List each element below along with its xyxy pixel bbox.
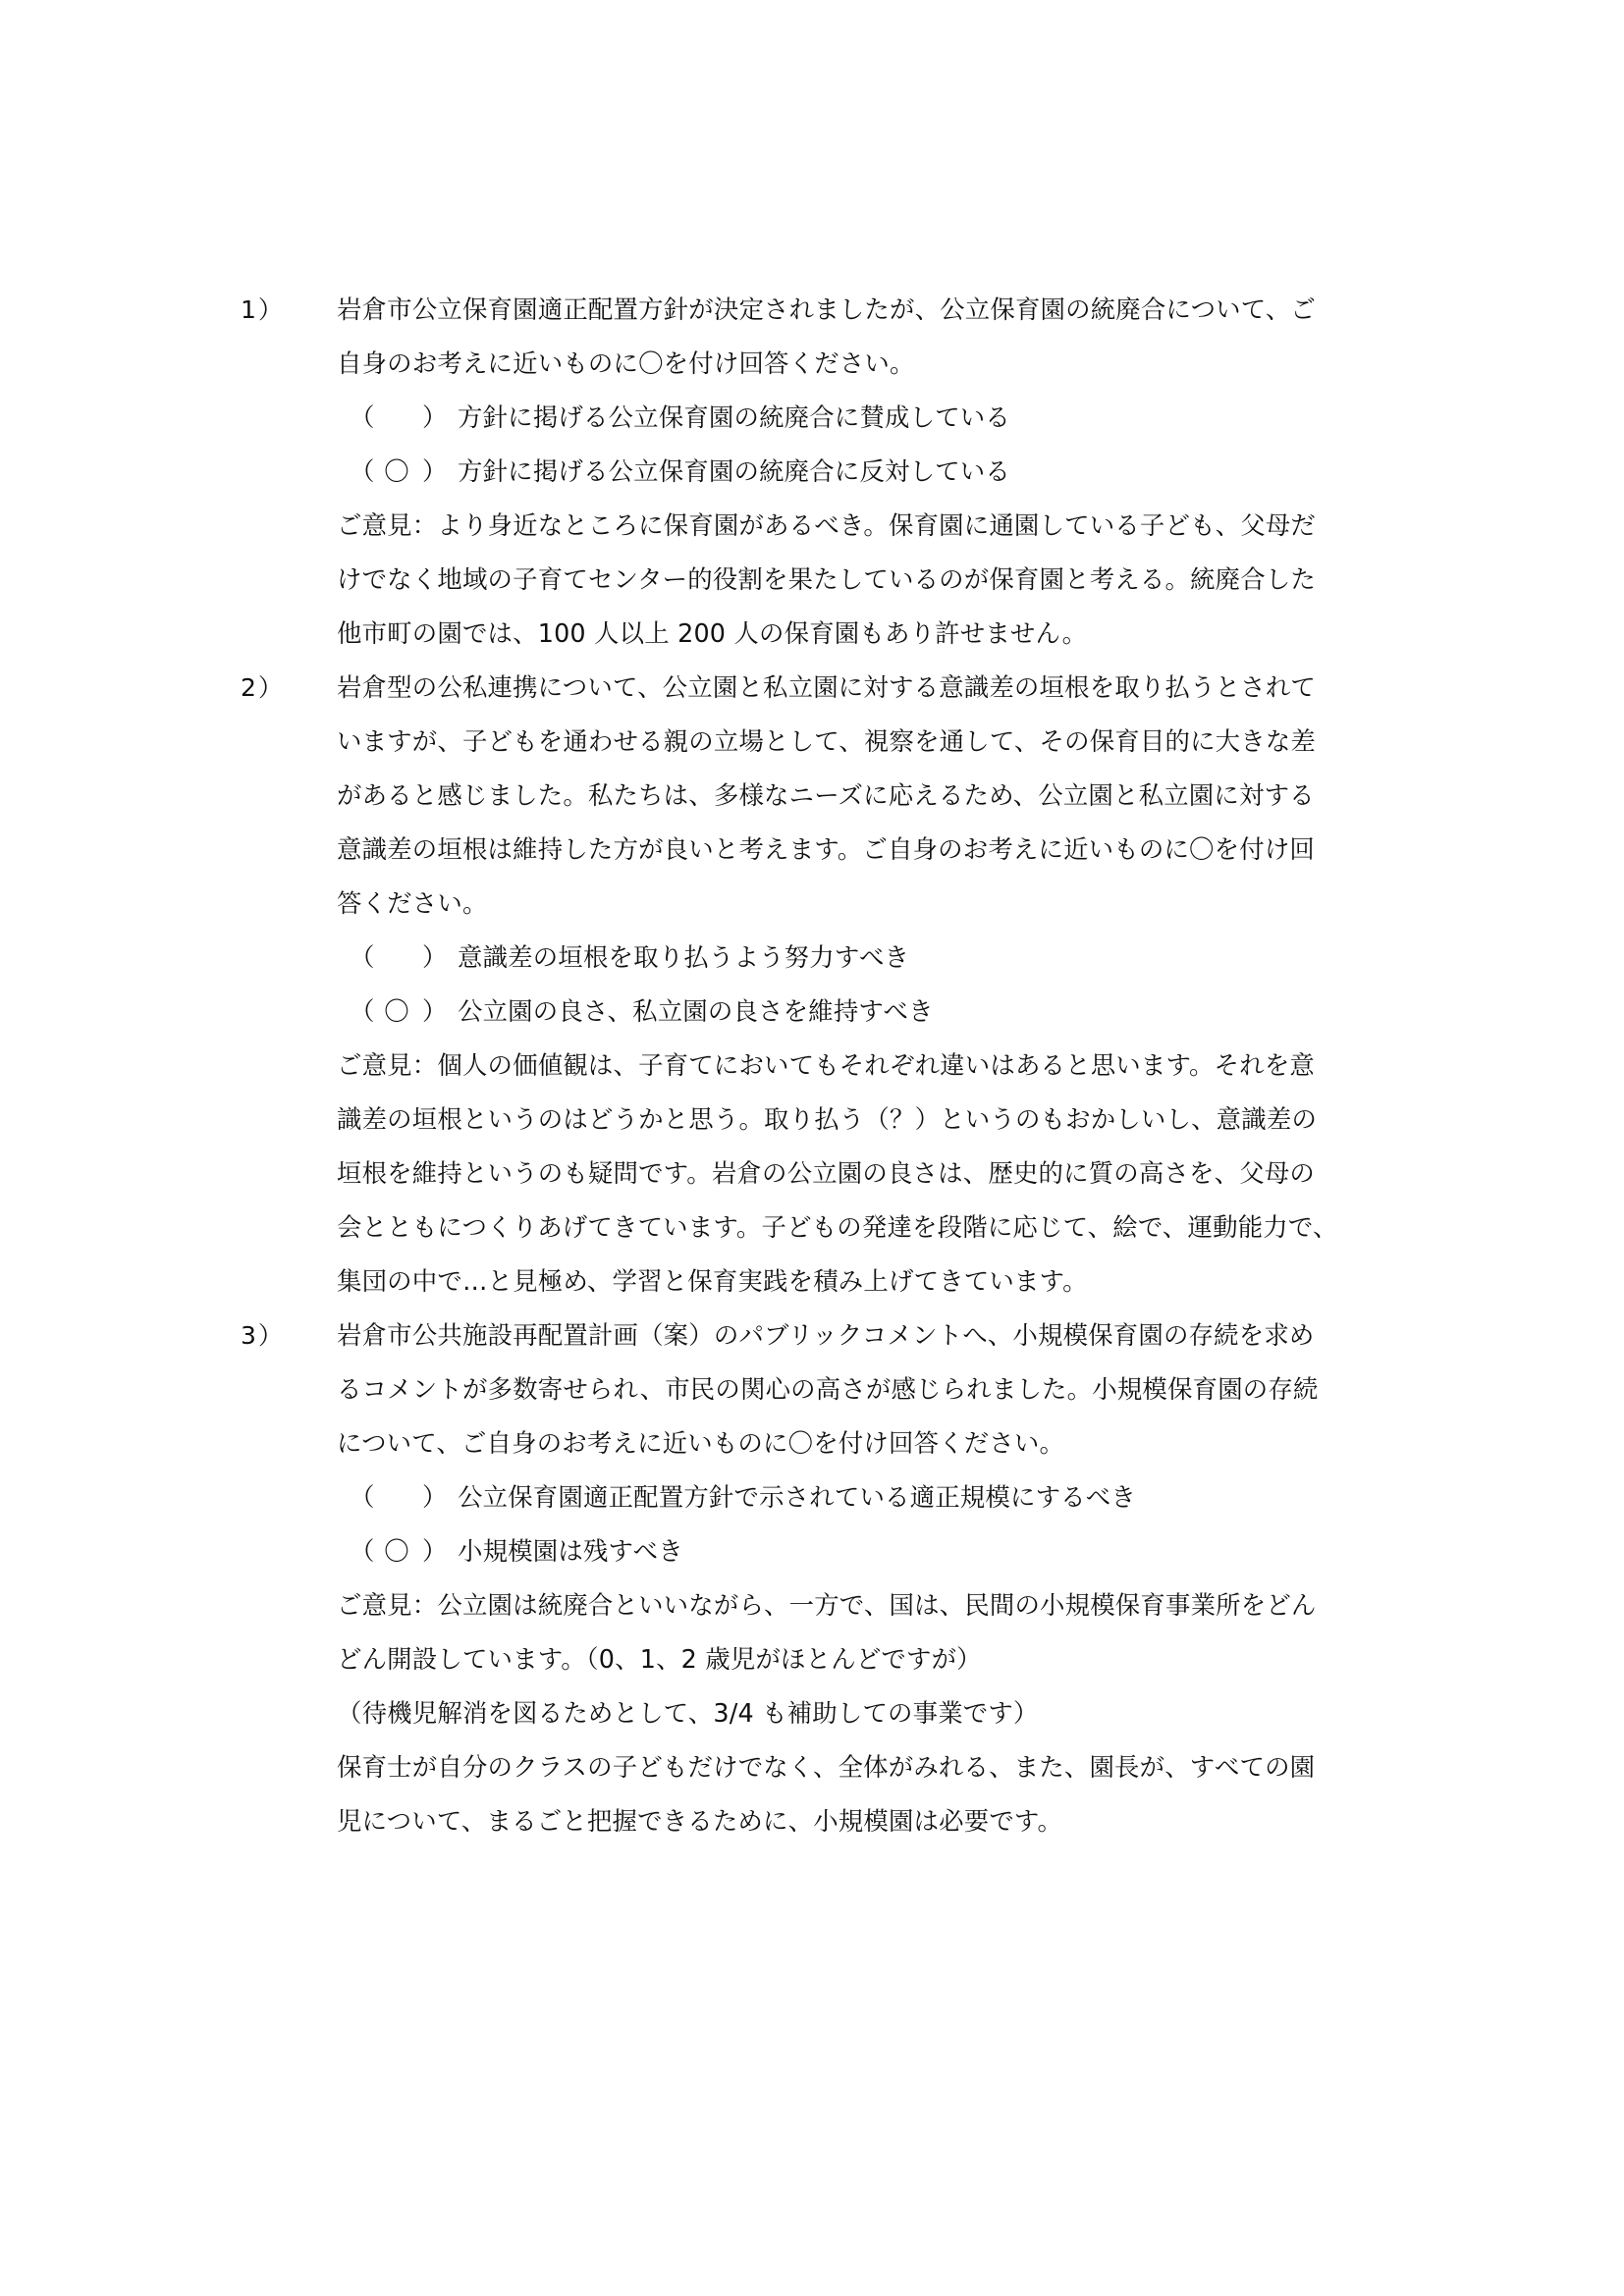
question-text-line: 岩倉型の公私連携について、公立園と私立園に対する意識差の垣根を取り払うとされて	[337, 672, 1317, 702]
opinion-line: 他市町の園では、100 人以上 200 人の保育園もあり許せません。	[337, 618, 1088, 648]
option-paren-close: ）	[422, 1482, 448, 1512]
question-2	[337, 661, 1407, 1308]
option-text: 小規模園は残すべき	[458, 1536, 683, 1566]
answer-option	[350, 931, 1407, 985]
option-paren-open: （	[350, 456, 375, 486]
option-text: 公立園の良さ、私立園の良さを維持すべき	[458, 996, 934, 1026]
question-number: 2）	[241, 673, 285, 702]
question-text-line: 岩倉市公共施設再配置計画（案）のパブリックコメントへ、小規模保育園の存続を求め	[337, 1320, 1315, 1350]
option-paren-open: （	[350, 996, 375, 1026]
option-mark: 〇	[384, 996, 409, 1026]
option-text: 方針に掲げる公立保育園の統廃合に賛成している	[458, 402, 1010, 432]
option-paren-close: ）	[422, 456, 448, 486]
option-mark: 〇	[384, 1536, 409, 1566]
answer-option	[350, 1524, 1407, 1578]
opinion-line: ご意見：公立園は統廃合といいながら、一方で、国は、民間の小規模保育事業所をどん	[337, 1590, 1317, 1620]
option-paren-close: ）	[422, 402, 448, 432]
answer-option	[350, 391, 1407, 445]
opinion-line: ご意見：個人の価値観は、子育てにおいてもそれぞれ違いはあると思います。それを意	[337, 1050, 1316, 1080]
option-mark: 〇	[384, 456, 409, 486]
question-number: 1）	[241, 295, 285, 324]
opinion-line: （待機児解消を図るためとして、3/4 も補助しての事業です）	[337, 1698, 1039, 1728]
question-text-line: いますが、子どもを通わせる親の立場として、視察を通して、その保育目的に大きな差	[337, 726, 1317, 756]
opinion-line: 児について、まるごと把握できるために、小規模園は必要です。	[337, 1806, 1063, 1836]
question-text-line: 答ください。	[337, 888, 488, 918]
question-text-line: について、ご自身のお考えに近いものに〇を付け回答ください。	[337, 1428, 1065, 1458]
question-number: 3）	[241, 1321, 285, 1350]
question-text-line: があると感じました。私たちは、多様なニーズに応えるため、公立園と私立園に対する	[337, 780, 1315, 810]
opinion-line: どん開設しています。（0、1、2 歳児がほとんどですが）	[337, 1644, 982, 1674]
opinion-line: 集団の中で…と見極め、学習と保育実践を積み上げてきています。	[337, 1266, 1088, 1296]
opinion-line: 識差の垣根というのはどうかと思う。取り払う（？）というのもおかしいし、意識差の	[337, 1104, 1318, 1134]
option-text: 方針に掲げる公立保育園の統廃合に反対している	[458, 456, 1010, 486]
option-paren-close: ）	[422, 996, 448, 1026]
option-paren-close: ）	[422, 1536, 448, 1566]
question-1	[337, 283, 1407, 661]
question-text-line: 意識差の垣根は維持した方が良いと考えます。ご自身のお考えに近いものに〇を付け回	[337, 834, 1316, 864]
question-3	[337, 1308, 1407, 1848]
opinion-line: 会とともにつくりあげてきています。子どもの発達を段階に応じて、絵で、運動能力で、	[337, 1212, 1338, 1242]
opinion-line: ご意見：より身近なところに保育園があるべき。保育園に通園している子ども、父母だ	[337, 510, 1317, 540]
option-paren-open: （	[350, 1482, 375, 1512]
option-paren-open: （	[350, 942, 375, 972]
opinion-line: 保育士が自分のクラスの子どもだけでなく、全体がみれる、また、園長が、すべての園	[337, 1752, 1316, 1782]
opinion-line: けでなく地域の子育てセンター的役割を果たしているのが保育園と考える。統廃合した	[337, 564, 1317, 594]
question-text-line: るコメントが多数寄せられ、市民の関心の高さが感じられました。小規模保育園の存続	[337, 1374, 1319, 1404]
option-paren-open: （	[350, 402, 375, 432]
answer-option	[350, 445, 1407, 499]
option-text: 公立保育園適正配置方針で示されている適正規模にするべき	[458, 1482, 1136, 1512]
option-paren-open: （	[350, 1536, 375, 1566]
question-text-line: 岩倉市公立保育園適正配置方針が決定されましたが、公立保育園の統廃合について、ご	[337, 294, 1317, 324]
option-paren-close: ）	[422, 942, 448, 972]
question-text-line: 自身のお考えに近いものに〇を付け回答ください。	[337, 348, 915, 378]
answer-option	[350, 1470, 1407, 1524]
answer-option	[350, 985, 1407, 1039]
option-text: 意識差の垣根を取り払うよう努力すべき	[458, 942, 910, 972]
opinion-line: 垣根を維持というのも疑問です。岩倉の公立園の良さは、歴史的に質の高さを、父母の	[337, 1158, 1316, 1188]
